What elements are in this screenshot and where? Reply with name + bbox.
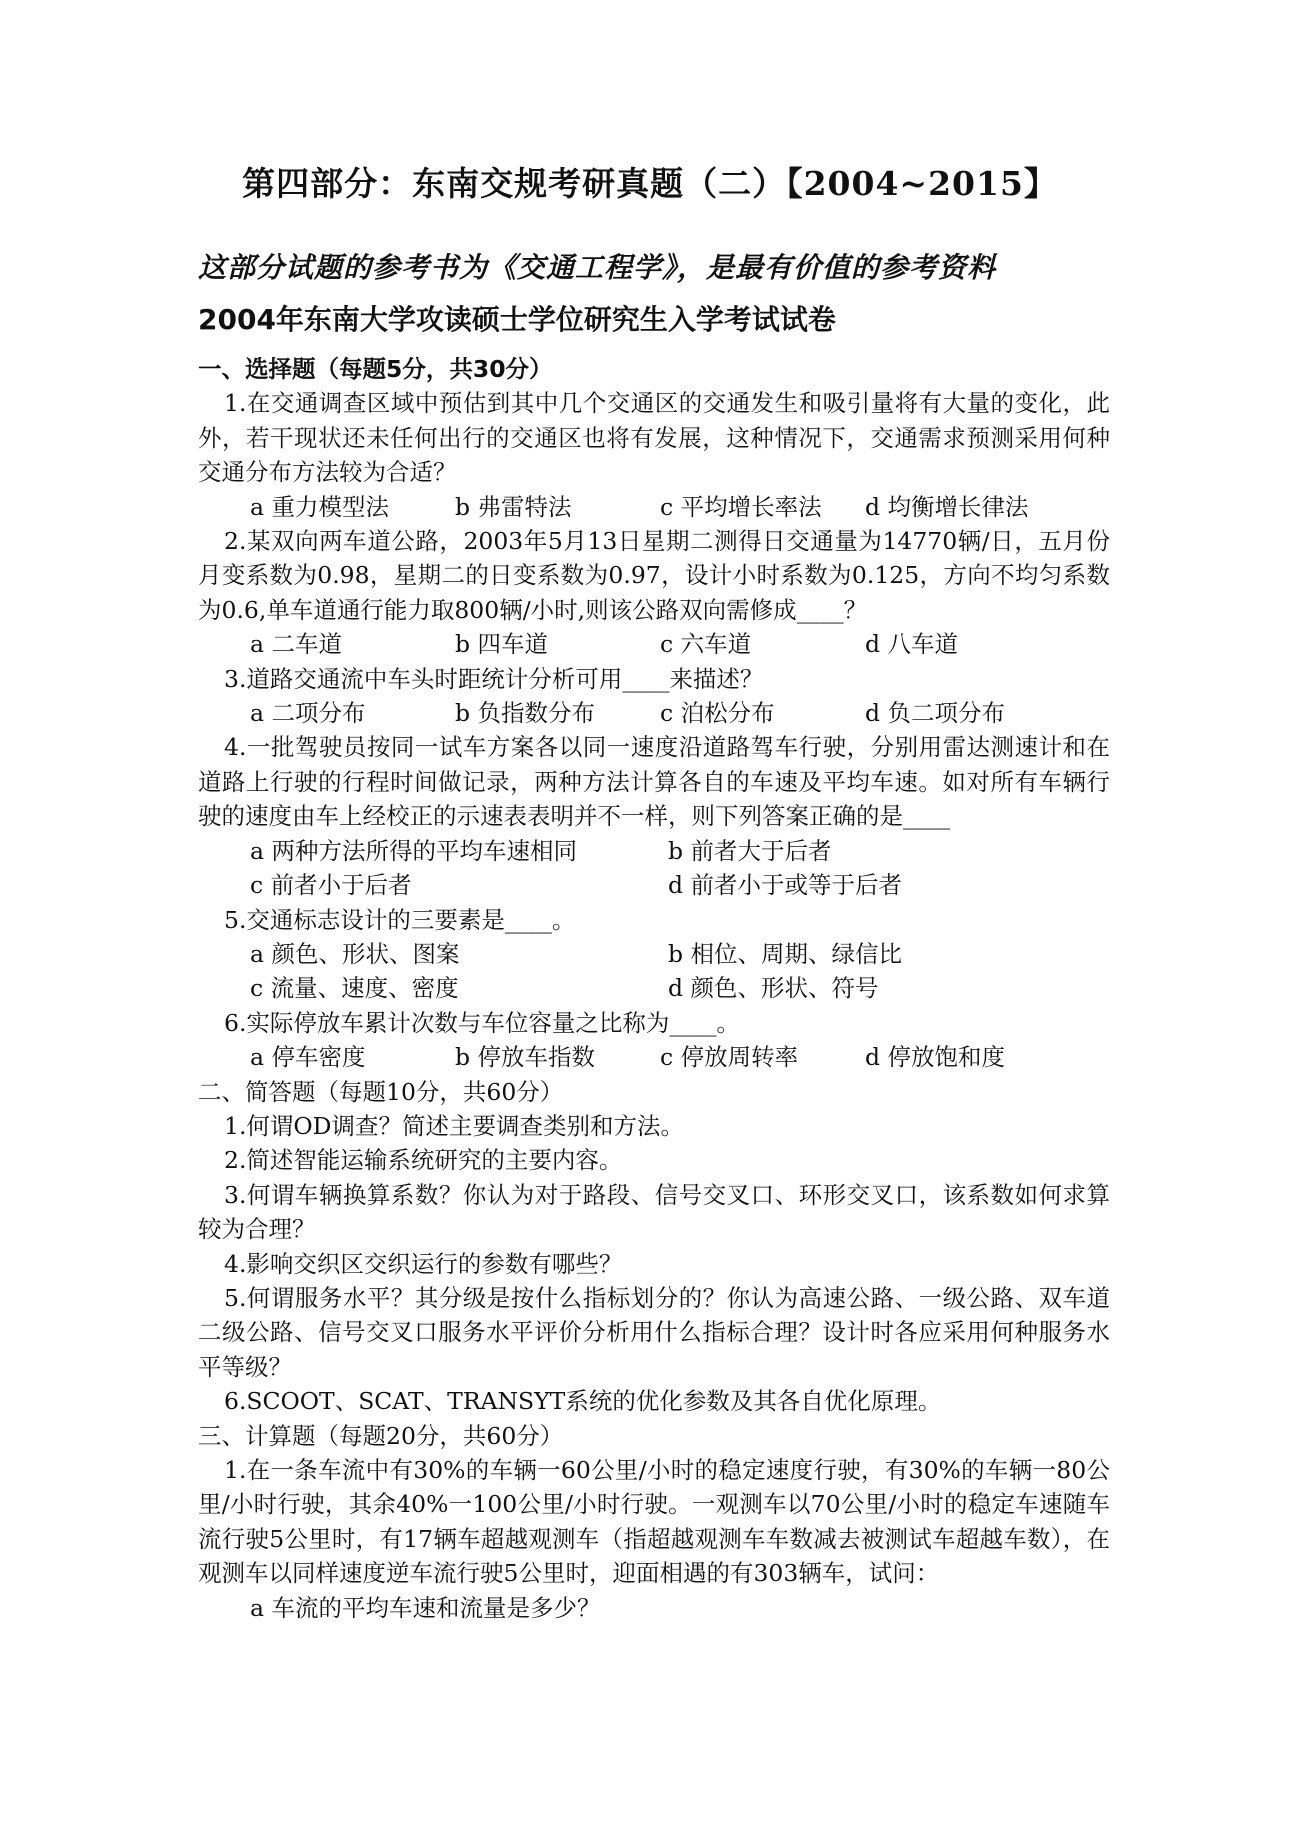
section2-heading: 二、简答题（每题10分，共60分）	[198, 1077, 564, 1106]
s2-question: 3.何谓车辆换算系数？你认为对于路段、信号交叉口、环形交叉口，该系数如何求算较为合理？	[198, 1180, 1110, 1244]
s1-q6-text: 6.实际停放车累计次数与车位容量之比称为____。	[224, 1008, 740, 1037]
s1-q5-options-row2	[198, 971, 1110, 1005]
s2-question: 6.SCOOT、SCAT、TRANSYT系统的优化参数及其各自优化原理。	[224, 1387, 942, 1416]
option: b 四车道	[455, 630, 549, 659]
s3-q1-text: 1.在一条车流中有30%的车辆一60公里/小时的稳定速度行驶，有30%的车辆一80公里/小时行驶，其余40%一100公里/小时行驶。一观测车以70公里/小时的稳定车速随车流行驶5公里时，有17辆车超越观测车（指超越观测车车数减去被测试车超越车数），在观测车以同样速度逆车流行驶5公里时，迎面相遇的有303辆车，试问：	[198, 1456, 1110, 1588]
option: a 二车道	[250, 630, 342, 659]
option: a 颜色、形状、图案	[250, 939, 460, 968]
option: d 均衡增长律法	[865, 492, 1029, 521]
option: d 前者小于或等于后者	[668, 871, 903, 900]
option: c 前者小于后者	[250, 871, 412, 900]
option: c 停放周转率	[660, 1043, 799, 1072]
s1-q6-options	[198, 1040, 1110, 1074]
option: d 负二项分布	[865, 699, 1006, 728]
section1-heading: 一、选择题（每题5分，共30分）	[198, 355, 553, 383]
exam-title: 2004年东南大学攻读硕士学位研究生入学考试试卷	[198, 303, 836, 336]
s1-q5-text: 5.交通标志设计的三要素是____。	[224, 905, 576, 934]
s1-q2-text: 2.某双向两车道公路，2003年5月13日星期二测得日交通量为14770辆/日，五月份月变系数为0.98，星期二的日变系数为0.97，设计小时系数为0.125，方向不均匀系数为0.6,单车道通行能力取800辆/小时,则该公路双向需修成____？	[198, 527, 1110, 624]
s2-question: 4.影响交织区交织运行的参数有哪些？	[224, 1249, 623, 1278]
s1-q4-text: 4.一批驾驶员按同一试车方案各以同一速度沿道路驾车行驶，分别用雷达测速计和在道路上行驶的行程时间做记录，两种方法计算各自的车速及平均车速。如对所有车辆行驶的速度由车上经校正的示速表表明并不一样，则下列答案正确的是____	[198, 733, 1110, 831]
option: b 弗雷特法	[455, 492, 572, 521]
exam-body	[198, 352, 1110, 1625]
option: a 两种方法所得的平均车速相同	[250, 836, 577, 865]
s2-question: 1.何谓OD调查？简述主要调查类别和方法。	[224, 1111, 685, 1140]
s1-q4-options-row2	[198, 868, 1110, 902]
option: b 相位、周期、绿信比	[668, 939, 903, 968]
document-title: 第四部分：东南交规考研真题（二）【2004~2015】	[242, 164, 1058, 203]
option: c 泊松分布	[660, 699, 775, 728]
sub-question: a 车流的平均车速和流量是多少？	[250, 1593, 601, 1622]
option: b 负指数分布	[455, 699, 596, 728]
s1-q1-text: 1.在交通调查区域中预估到其中几个交通区的交通发生和吸引量将有大量的变化，此外，若干现状还未任何出行的交通区也将有发展，这种情况下，交通需求预测采用何种交通分布方法较为合适？	[198, 389, 1110, 487]
option: d 停放饱和度	[865, 1043, 1006, 1072]
s1-q3-options	[198, 696, 1110, 730]
option: d 八车道	[865, 630, 959, 659]
s1-q3-text: 3.道路交通流中车头时距统计分析可用____来描述？	[224, 664, 764, 693]
option: a 二项分布	[250, 699, 366, 728]
s2-question: 5.何谓服务水平？其分级是按什么指标划分的？你认为高速公路、一级公路、双车道二级公路、信号交叉口服务水平评价分析用什么指标合理？设计时各应采用何种服务水平等级？	[198, 1283, 1110, 1381]
section3-heading: 三、计算题（每题20分，共60分）	[198, 1421, 564, 1450]
option: c 平均增长率法	[660, 492, 822, 521]
option: a 停车密度	[250, 1043, 366, 1072]
reference-note: 这部分试题的参考书为《交通工程学》，是最有价值的参考资料	[198, 251, 997, 284]
s1-q2-options	[198, 627, 1110, 661]
s2-question: 2.简述智能运输系统研究的主要内容。	[224, 1146, 623, 1175]
option: c 六车道	[660, 630, 752, 659]
option: d 颜色、形状、符号	[668, 974, 879, 1003]
s1-q1-options	[198, 490, 1110, 524]
option: c 流量、速度、密度	[250, 974, 459, 1003]
option: a 重力模型法	[250, 492, 389, 521]
option: b 停放车指数	[455, 1043, 596, 1072]
s1-q4-options-row1	[198, 834, 1110, 868]
option: b 前者大于后者	[668, 836, 832, 865]
s3-q1-sub-a	[198, 1591, 1110, 1625]
s1-q5-options-row1	[198, 937, 1110, 971]
